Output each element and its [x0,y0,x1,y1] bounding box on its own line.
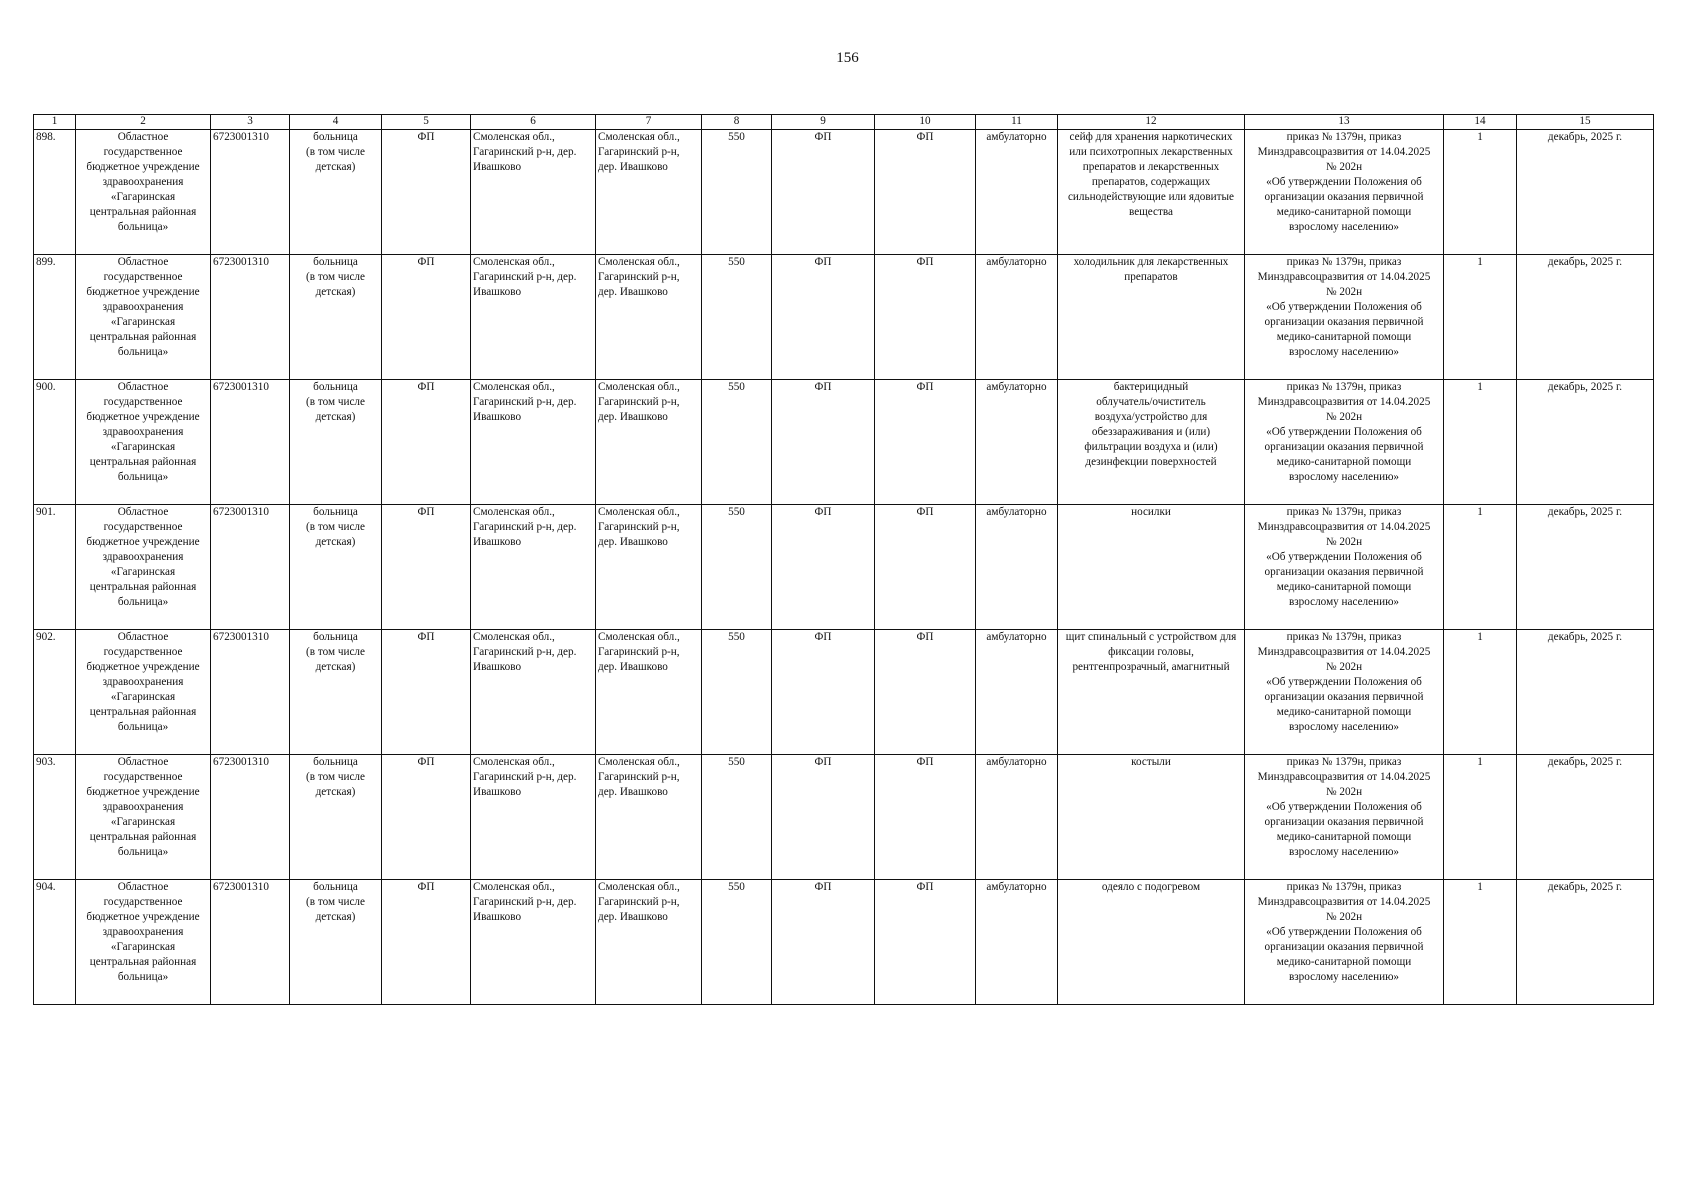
table-row [34,505,1654,630]
code: 550 [702,755,772,880]
table-row [34,755,1654,880]
table-row [34,880,1654,1005]
inn: 6723001310 [211,130,290,255]
care-condition: амбулаторно [976,255,1058,380]
care-condition: амбулаторно [976,880,1058,1005]
unit-type: ФП [382,130,471,255]
delivery-date: декабрь, 2025 г. [1517,130,1654,255]
inn: 6723001310 [211,880,290,1005]
actual-address: Смоленская обл., Гагаринский р-н, дер. Ивашково [596,255,702,380]
delivery-date: декабрь, 2025 г. [1517,755,1654,880]
column-number: 9 [772,115,875,130]
inn: 6723001310 [211,380,290,505]
legal-address: Смоленская обл., Гагаринский р-н, дер. Ивашково [471,505,596,630]
actual-address: Смоленская обл., Гагаринский р-н, дер. Ивашково [596,755,702,880]
facility-type: больница (в том числе детская) [290,380,382,505]
delivery-date: декабрь, 2025 г. [1517,380,1654,505]
code: 550 [702,880,772,1005]
facility-type: больница (в том числе детская) [290,630,382,755]
column-number: 3 [211,115,290,130]
row-number: 904. [34,880,76,1005]
care-condition: амбулаторно [976,130,1058,255]
facility-type: больница (в том числе детская) [290,130,382,255]
legal-address: Смоленская обл., Гагаринский р-н, дер. Ивашково [471,255,596,380]
regulatory-order: приказ № 1379н, приказ Минздравсоцразвития от 14.04.2025 № 202н «Об утверждении Положения об организации оказания первичной медико-санитарной помощи взрослому населению» [1245,630,1444,755]
actual-address: Смоленская обл., Гагаринский р-н, дер. Ивашково [596,880,702,1005]
column-number: 1 [34,115,76,130]
facility-type: больница (в том числе детская) [290,505,382,630]
organization-name: Областное государственное бюджетное учреждение здравоохранения «Гагаринская центральная районная больница» [76,630,211,755]
column-number: 2 [76,115,211,130]
quantity: 1 [1444,130,1517,255]
column-10-value: ФП [875,505,976,630]
unit-type: ФП [382,630,471,755]
equipment-name: щит спинальный с устройством для фиксации головы, рентгенпрозрачный, амагнитный [1058,630,1245,755]
code: 550 [702,630,772,755]
inn: 6723001310 [211,755,290,880]
column-9-value: ФП [772,505,875,630]
column-number: 12 [1058,115,1245,130]
row-number: 902. [34,630,76,755]
code: 550 [702,505,772,630]
regulatory-order: приказ № 1379н, приказ Минздравсоцразвития от 14.04.2025 № 202н «Об утверждении Положения об организации оказания первичной медико-санитарной помощи взрослому населению» [1245,255,1444,380]
delivery-date: декабрь, 2025 г. [1517,255,1654,380]
inn: 6723001310 [211,630,290,755]
table-row [34,255,1654,380]
table-row [34,380,1654,505]
legal-address: Смоленская обл., Гагаринский р-н, дер. Ивашково [471,880,596,1005]
delivery-date: декабрь, 2025 г. [1517,505,1654,630]
quantity: 1 [1444,505,1517,630]
column-10-value: ФП [875,380,976,505]
equipment-name: сейф для хранения наркотических или психотропных лекарственных препаратов и лекарственных препаратов, содержащих сильнодействующие или ядовитые вещества [1058,130,1245,255]
column-10-value: ФП [875,755,976,880]
column-number: 13 [1245,115,1444,130]
column-10-value: ФП [875,130,976,255]
care-condition: амбулаторно [976,755,1058,880]
table-row [34,630,1654,755]
care-condition: амбулаторно [976,380,1058,505]
actual-address: Смоленская обл., Гагаринский р-н, дер. Ивашково [596,630,702,755]
unit-type: ФП [382,755,471,880]
column-9-value: ФП [772,380,875,505]
quantity: 1 [1444,880,1517,1005]
row-number: 900. [34,380,76,505]
column-9-value: ФП [772,880,875,1005]
organization-name: Областное государственное бюджетное учреждение здравоохранения «Гагаринская центральная районная больница» [76,505,211,630]
regulatory-order: приказ № 1379н, приказ Минздравсоцразвития от 14.04.2025 № 202н «Об утверждении Положения об организации оказания первичной медико-санитарной помощи взрослому населению» [1245,755,1444,880]
column-10-value: ФП [875,880,976,1005]
actual-address: Смоленская обл., Гагаринский р-н, дер. Ивашково [596,380,702,505]
regulatory-order: приказ № 1379н, приказ Минздравсоцразвития от 14.04.2025 № 202н «Об утверждении Положения об организации оказания первичной медико-санитарной помощи взрослому населению» [1245,505,1444,630]
code: 550 [702,255,772,380]
quantity: 1 [1444,630,1517,755]
equipment-name: одеяло с подогревом [1058,880,1245,1005]
code: 550 [702,130,772,255]
column-10-value: ФП [875,630,976,755]
care-condition: амбулаторно [976,505,1058,630]
page-number: 156 [836,50,859,66]
facility-type: больница (в том числе детская) [290,880,382,1005]
code: 550 [702,380,772,505]
delivery-date: декабрь, 2025 г. [1517,880,1654,1005]
legal-address: Смоленская обл., Гагаринский р-н, дер. Ивашково [471,380,596,505]
legal-address: Смоленская обл., Гагаринский р-н, дер. Ивашково [471,130,596,255]
delivery-date: декабрь, 2025 г. [1517,630,1654,755]
organization-name: Областное государственное бюджетное учреждение здравоохранения «Гагаринская центральная районная больница» [76,255,211,380]
unit-type: ФП [382,880,471,1005]
regulatory-order: приказ № 1379н, приказ Минздравсоцразвития от 14.04.2025 № 202н «Об утверждении Положения об организации оказания первичной медико-санитарной помощи взрослому населению» [1245,130,1444,255]
organization-name: Областное государственное бюджетное учреждение здравоохранения «Гагаринская центральная районная больница» [76,130,211,255]
inn: 6723001310 [211,255,290,380]
column-number-row [34,115,1654,130]
column-9-value: ФП [772,630,875,755]
equipment-name: носилки [1058,505,1245,630]
inn: 6723001310 [211,505,290,630]
regulatory-order: приказ № 1379н, приказ Минздравсоцразвития от 14.04.2025 № 202н «Об утверждении Положения об организации оказания первичной медико-санитарной помощи взрослому населению» [1245,380,1444,505]
legal-address: Смоленская обл., Гагаринский р-н, дер. Ивашково [471,630,596,755]
quantity: 1 [1444,755,1517,880]
column-9-value: ФП [772,755,875,880]
row-number: 903. [34,755,76,880]
column-number: 15 [1517,115,1654,130]
actual-address: Смоленская обл., Гагаринский р-н, дер. Ивашково [596,505,702,630]
quantity: 1 [1444,380,1517,505]
equipment-name: холодильник для лекарственных препаратов [1058,255,1245,380]
regulatory-order: приказ № 1379н, приказ Минздравсоцразвития от 14.04.2025 № 202н «Об утверждении Положения об организации оказания первичной медико-санитарной помощи взрослому населению» [1245,880,1444,1005]
facility-type: больница (в том числе детская) [290,755,382,880]
legal-address: Смоленская обл., Гагаринский р-н, дер. Ивашково [471,755,596,880]
column-number: 14 [1444,115,1517,130]
facility-type: больница (в том числе детская) [290,255,382,380]
column-number: 8 [702,115,772,130]
unit-type: ФП [382,255,471,380]
column-9-value: ФП [772,255,875,380]
care-condition: амбулаторно [976,630,1058,755]
row-number: 899. [34,255,76,380]
table-row [34,130,1654,255]
organization-name: Областное государственное бюджетное учреждение здравоохранения «Гагаринская центральная районная больница» [76,880,211,1005]
column-number: 4 [290,115,382,130]
actual-address: Смоленская обл., Гагаринский р-н, дер. Ивашково [596,130,702,255]
equipment-table [33,114,1654,1005]
unit-type: ФП [382,505,471,630]
quantity: 1 [1444,255,1517,380]
unit-type: ФП [382,380,471,505]
organization-name: Областное государственное бюджетное учреждение здравоохранения «Гагаринская центральная районная больница» [76,380,211,505]
row-number: 898. [34,130,76,255]
column-number: 5 [382,115,471,130]
column-number: 6 [471,115,596,130]
column-number: 7 [596,115,702,130]
equipment-name: костыли [1058,755,1245,880]
row-number: 901. [34,505,76,630]
column-number: 10 [875,115,976,130]
column-10-value: ФП [875,255,976,380]
column-9-value: ФП [772,130,875,255]
column-number: 11 [976,115,1058,130]
equipment-name: бактерицидный облучатель/очиститель воздуха/устройство для обеззараживания и (или) фильтрации воздуха и (или) дезинфекции поверхностей [1058,380,1245,505]
organization-name: Областное государственное бюджетное учреждение здравоохранения «Гагаринская центральная районная больница» [76,755,211,880]
